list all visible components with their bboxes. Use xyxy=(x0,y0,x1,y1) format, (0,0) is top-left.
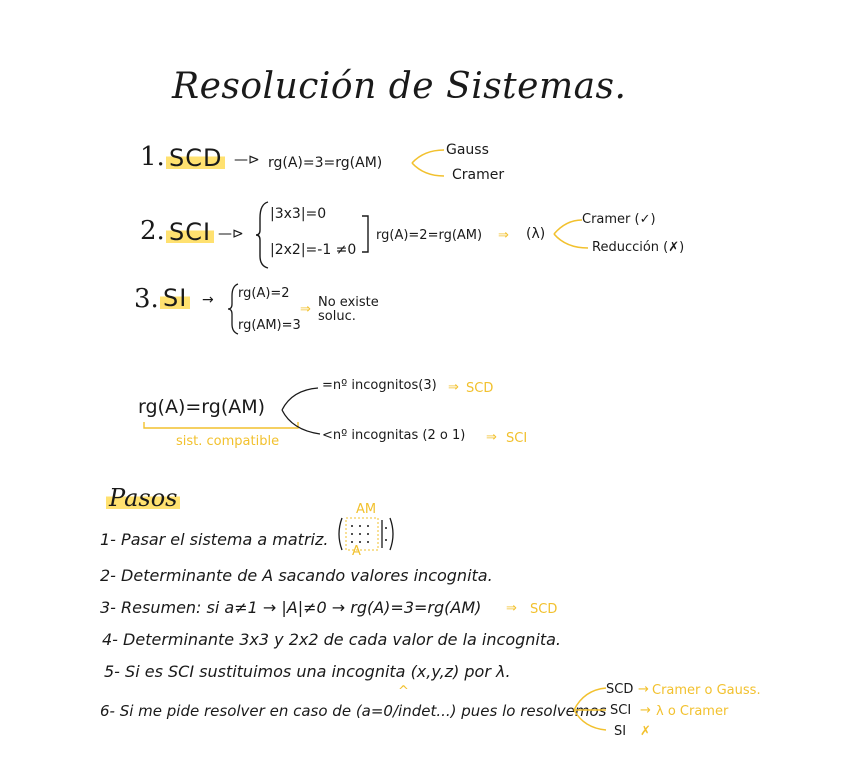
case-1-condition: rg(A)=3=rg(AM) xyxy=(268,155,383,171)
arrow-icon: ⇒ xyxy=(486,430,497,445)
arrow-icon: ⇒ xyxy=(448,380,459,395)
step-3-result: SCD xyxy=(530,602,558,617)
final-branch-si-result: ✗ xyxy=(640,724,651,739)
step-4: 4- Determinante 3x3 y 2x2 de cada valor de la incognita. xyxy=(102,630,562,649)
matrix-label-am: AM xyxy=(356,502,377,517)
compat-label: sist. compatible xyxy=(176,434,280,449)
case-3-line-2: rg(AM)=3 xyxy=(238,318,301,333)
case-3-number: 3. xyxy=(134,284,159,314)
step-3: 3- Resumen: si a≠1 → |A|≠0 → rg(A)=3=rg(AM) xyxy=(100,598,482,617)
case-1-tag: SCD xyxy=(166,144,225,172)
case-2-branch-reduccion: Reducción (✗) xyxy=(592,240,685,255)
case-1-branch-cramer: Cramer xyxy=(452,167,505,183)
compat-top-result: SCD xyxy=(466,381,494,396)
caret-up-icon: ^ xyxy=(398,684,409,699)
step-5: 5- Si es SCI sustituimos una incognita (x,y,z) por λ. xyxy=(104,662,511,681)
case-1-branch-gauss: Gauss xyxy=(446,142,489,158)
arrow-icon: —⊳ xyxy=(218,226,244,242)
final-branch-si: SI xyxy=(614,724,627,739)
arrow-icon: → xyxy=(202,292,214,308)
right-bracket xyxy=(360,214,370,254)
step-2: 2- Determinante de A sacando valores incognita. xyxy=(100,566,493,585)
left-brace xyxy=(256,200,270,270)
matrix-label-a: A xyxy=(352,544,361,559)
implies-icon: ⇒ xyxy=(498,228,509,243)
branch-lines xyxy=(280,386,324,438)
case-3-line-1: rg(A)=2 xyxy=(238,286,290,301)
matrix-sketch xyxy=(334,514,398,554)
arrow-icon: ⇒ xyxy=(506,601,517,616)
case-3-tag: SI xyxy=(160,284,190,312)
case-2-condition: rg(A)=2=rg(AM) xyxy=(376,228,483,243)
page-title: Resolución de Sistemas. xyxy=(172,66,627,107)
case-1-number: 1. xyxy=(140,142,165,172)
compat-underline-brace xyxy=(142,420,302,432)
arrow-icon: → xyxy=(638,682,649,697)
case-2-line-1: |3x3|=0 xyxy=(270,206,327,222)
case-2-line-2: |2x2|=-1 ≠0 xyxy=(270,242,357,258)
final-branch-sci: SCI xyxy=(610,703,632,718)
final-branch-scd-result: Cramer o Gauss. xyxy=(652,683,761,698)
compat-equation: rg(A)=rg(AM) xyxy=(138,396,266,418)
case-3-note: No existe soluc. xyxy=(318,295,379,324)
compat-top: =nº incognitos(3) xyxy=(322,378,437,393)
step-1: 1- Pasar el sistema a matriz. xyxy=(100,530,329,549)
arrow-icon: → xyxy=(640,703,651,718)
case-2-tag: SCI xyxy=(166,218,214,246)
case-2-lambda: (λ) xyxy=(526,226,546,242)
branch-lines xyxy=(410,146,450,180)
case-2-number: 2. xyxy=(140,216,165,246)
arrow-icon: ⇒ xyxy=(300,302,311,317)
pasos-heading: Pasos xyxy=(106,484,180,512)
compat-bottom-result: SCI xyxy=(506,431,528,446)
final-branch-scd: SCD xyxy=(606,682,634,697)
compat-bottom: <nº incognitas (2 o 1) xyxy=(322,428,466,443)
case-2-branch-cramer: Cramer (✓) xyxy=(582,212,656,227)
arrow-icon: —⊳ xyxy=(234,152,260,168)
final-branch-sci-result: λ o Cramer xyxy=(656,704,729,719)
step-6: 6- Si me pide resolver en caso de (a=0/indet...) pues lo resolvemos xyxy=(100,702,607,720)
